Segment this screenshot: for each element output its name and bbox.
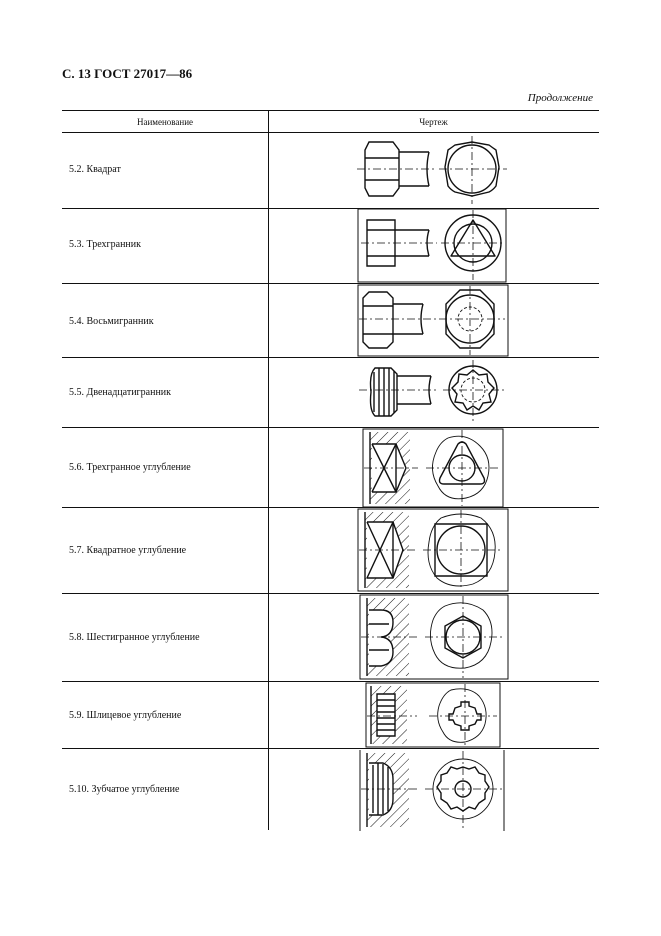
toothed-recess-drawing [359, 749, 505, 831]
row-label-square-recess: 5.7. Квадратное углубление [69, 545, 187, 556]
row-label-spline-recess: 5.9. Шлицевое углубление [69, 710, 182, 721]
row-separator [62, 283, 599, 284]
hexagonal-recess-drawing [359, 594, 509, 680]
square-recess-drawing [357, 508, 509, 592]
table-top-rule [62, 110, 599, 111]
row-separator [62, 507, 599, 508]
row-separator [62, 593, 599, 594]
row-label-hexagonal-recess: 5.8. Шестигранное углубление [69, 632, 200, 643]
row-separator [62, 681, 599, 682]
row-separator [62, 748, 599, 749]
column-header-drawing: Чертеж [419, 117, 448, 127]
row-label-triangular-recess: 5.6. Трехгранное углубление [69, 462, 191, 473]
continuation-label: Продолжение [527, 92, 593, 104]
row-separator [62, 357, 599, 358]
spline-recess-drawing [365, 682, 501, 748]
row-separator [62, 208, 599, 209]
row-label-trihedral: 5.3. Трехгранник [69, 239, 141, 250]
triangular-recess-drawing [362, 428, 504, 508]
row-label-square: 5.2. Квадрат [69, 164, 121, 175]
row-label-toothed-recess: 5.10. Зубчатое углубление [69, 784, 180, 795]
table-header-rule [62, 132, 599, 133]
octagon-head-drawing [357, 284, 509, 357]
column-header-name: Наименование [136, 117, 194, 127]
page-header: С. 13 ГОСТ 27017—86 [62, 66, 193, 81]
square-head-drawing [355, 136, 515, 204]
dodecagon-head-drawing [357, 358, 509, 426]
row-label-dodecagon: 5.5. Двенадцатигранник [69, 387, 172, 398]
trihedral-head-drawing [357, 208, 507, 283]
column-divider [268, 110, 269, 830]
row-label-octagon: 5.4. Восьмигранник [69, 316, 154, 327]
row-separator [62, 427, 599, 428]
